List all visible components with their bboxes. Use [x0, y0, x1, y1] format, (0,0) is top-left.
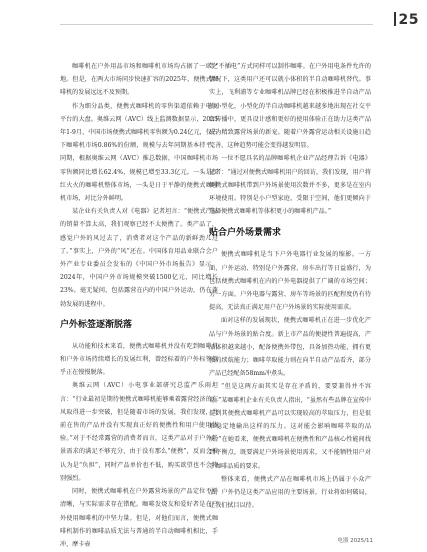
- paragraph: 奥维云网（AVC）小电事业部研究总监严乐雨坦言：“行业最初是期待便携式咖啡机能够乘着露营经济的东风取得进一步突破，但是随着市场的发展，我们发现，当前在售的产品并没有实现真正好的便携性和用户使用体验。”对于不经常露营的消费者而言，这类产品对于户外场景需求的满足不够充分，由于没有那么“便携”，反而会被认为是“负担”，同时产品单价也不低，购买欲望也不会特别强烈。: [60, 382, 218, 482]
- paragraph: 等“不插电”方式同样可以制作咖啡。在户外用电条件允许的情况下，这类用户还可以就小体积的半自动咖啡机替代。事实上，飞利浦等专业咖啡机品牌已经在积极推进半自动产品的小型化，小型化的半自动咖啡机越来越多地出现在社交平台传播中，更具设计感和更好的使用体验正在助力这类产品成为精致露营场景的新宠。随着户外露营运动相关设施日趋完善，这种趋势可能会变得越发明显。: [209, 63, 371, 150]
- paragraph: 从功能和技术来看，便携式咖啡机并没有吃到咖啡机和户外市场持续增长的发展红利，曾经标着的户外标签似乎正在慢慢脱落。: [60, 342, 218, 377]
- paragraph: 整体来看，便携式产品在咖啡机市场上仍属于小众产品，户外仍是这类产品应用的主要场景，行业将如何破局，让我们拭目以待。: [209, 475, 371, 510]
- paragraph: 面对这样的发展现状，便携式咖啡机正在进一步优化产品与户外场景的贴合度。新上市产品的便捷性普遍提高，产品体积越来越小，配备便携外带包，具备加热功能，拥有更强的续航能力；咖啡萃取能力则在向半自动产品看齐，部分产品已经配备58mm冲煮头。: [209, 317, 371, 378]
- page-number-value: 25: [398, 12, 419, 28]
- paragraph: “但是这两方面其实是存在矛盾的，要要兼得并不容易。”某咖啡机企业有关负责人指出，“虽然有些品牌在宣传中提到其便携式咖啡机产品可以实现较高的萃取压力，但是很难稳定地输出这样的压力。这对能会影响咖啡萃取的品质。”在她看来，便携式咖啡机在便携性和产品核心性能间找到平衡点，既要满足户外场景使用需求，又不能牺牲用户对于咖啡品质的要求。: [209, 383, 371, 470]
- section-heading: 贴合户外场景需求: [209, 228, 282, 239]
- left-column: [60, 60, 218, 551]
- paragraph: 同时，便携式咖啡机在户外露营场景的产品定位不够清晰，与实际需求存在错配。咖啡发烧友和爱好者是在户外使用咖啡机的中坚力量。但是，对他们而言，便携式咖啡机制作的咖啡品质无法与普通的半自动咖啡机相比，手冲、摩卡壶: [60, 488, 218, 548]
- footer-issue: 电器 2025/11: [337, 538, 373, 544]
- paragraph: 某企业有关负责人对《电器》记者坦言：“便携式产品的销量不算太高，我们观察已经不太便携了。类产品了，感觉户外的风过去了，消费者对这个产品的新鲜劲儿过了。”事实上，户外的“风”还在。中国体育用品业联合会户外产业专业委员会发布的《中国户外市场报告》显示，2024年，中国户外市场规模突破1500亿元，同比增长23%。毫无疑问，包括露营在内的中国户外运动，仍在蓬勃发展的进程中。: [60, 208, 218, 308]
- paragraph: 作为细分品类，便携式咖啡机的零售渠道依赖于电商平台的大盘。奥维云网（AVC）线上监测数据显示，2025年1-9月，中国市场便携式咖啡机零售额为0.24亿元，仅占下咖啡机市场0.86%的份额，规模与去年同期基本持平。同期，根据奥维云网（AVC）推总数据，中国咖啡机市场零售额同比增长62.4%，规模已增至33.3亿元。一头是红红火火的咖啡机整体市场，一头是日于平静的便携式咖啡机市场，对比分外鲜明。: [60, 102, 218, 203]
- right-column: [209, 60, 371, 513]
- header-rule: [60, 24, 373, 25]
- paragraph: 一位不愿具名的品牌咖啡机企业产品经理告诉《电器》记者：“通过对便携式咖啡机用户的回访，我们发现，用户将便携式咖啡机带到户外场景使用次数并不多，更多是在室内环境使用。特别是小户型家庭，受限于空间，他们更倾向于选择便携式咖啡机等体积更小的咖啡机产品。”: [209, 155, 371, 216]
- section-heading: 户外标签逐渐脱落: [60, 319, 133, 330]
- page-number: [394, 12, 419, 28]
- page-number-bar: [394, 12, 396, 26]
- paragraph: 咖啡机在户外用品市场和咖啡机市场均占据了一席之地。但是，在两大市场同步快速扩容的2025年，便携式咖啡机的发展远远不及预期。: [60, 63, 218, 97]
- paragraph: 便携式咖啡机是当下户外电器行业发展的缩影。一方面，户外运动、特别是户外露营、房车出行等日益盛行，为包括便携式咖啡机在内的户外电器提供了广阔的市场空间；另一方面，户外电器与露营、房车等场景的匹配程度仍有待提高，无法真正满足用户在户外场景的实际使用需求。: [209, 251, 371, 312]
